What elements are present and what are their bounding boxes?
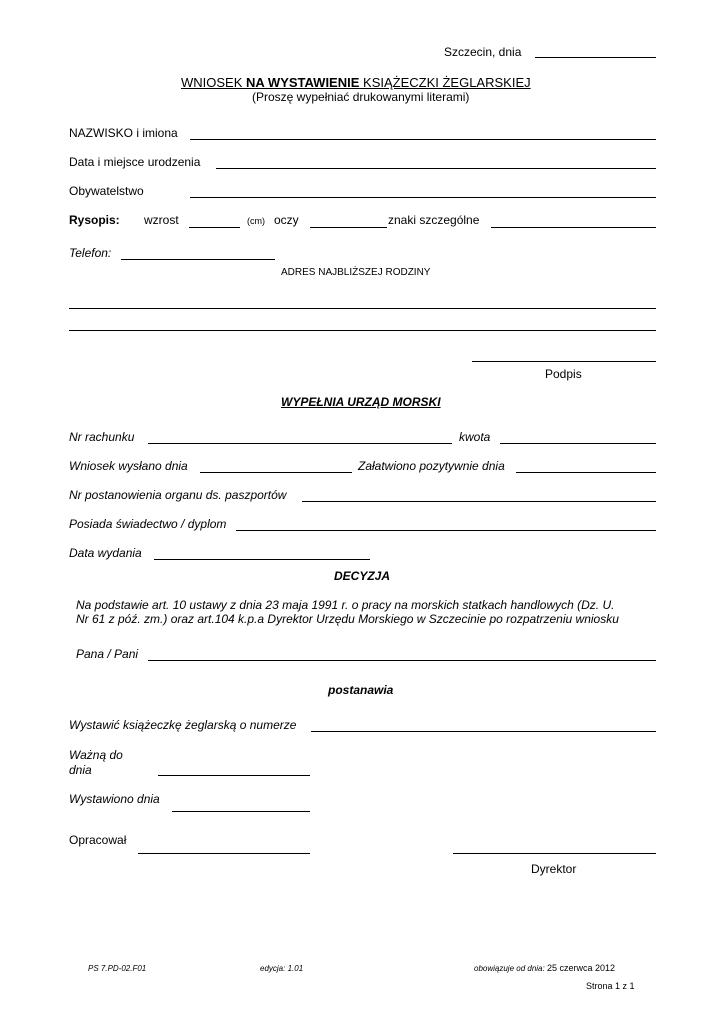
- valid-label-line-2: dnia: [69, 763, 92, 777]
- issued-date-line[interactable]: [172, 811, 310, 812]
- name-label: NAZWISKO i imiona: [69, 126, 178, 140]
- approved-date-line[interactable]: [516, 472, 656, 473]
- birth-field-line[interactable]: [216, 168, 656, 169]
- prepared-signature-line[interactable]: [138, 853, 310, 854]
- prepared-label: Opracował: [69, 833, 127, 847]
- person-field-line[interactable]: [148, 660, 656, 661]
- page-number: Strona 1 z 1: [586, 981, 635, 991]
- form-code: PS 7.PD-02.F01: [88, 964, 147, 973]
- phone-field-line[interactable]: [121, 259, 275, 260]
- height-field-line[interactable]: [189, 227, 240, 228]
- title-bold: NA WYSTAWIENIE: [246, 75, 360, 90]
- decides-label: postanawia: [328, 683, 394, 697]
- eyes-label: oczy: [274, 213, 299, 227]
- decision-text-line-2: Nr 61 z póź. zm.) oraz art.104 k.p.a Dyrektor Urzędu Morskiego w Szczecinie po rozpatrzeniu wniosku: [76, 612, 619, 626]
- phone-label: Telefon:: [69, 246, 112, 260]
- height-unit: (cm): [247, 216, 265, 226]
- account-field-line[interactable]: [148, 443, 452, 444]
- signature-label: Podpis: [545, 367, 582, 381]
- valid-from-label: obowiązuje od dnia:: [474, 964, 545, 973]
- sent-label: Wniosek wysłano dnia: [69, 459, 188, 473]
- decision-title: DECYZJA: [334, 569, 391, 583]
- eyes-field-line[interactable]: [310, 227, 387, 228]
- approved-label: Załatwiono pozytywnie dnia: [358, 459, 505, 473]
- office-section-title: WYPEŁNIA URZĄD MORSKI: [281, 395, 441, 409]
- director-label: Dyrektor: [531, 862, 577, 876]
- valid-from-date: 25 czerwca 2012: [546, 963, 615, 973]
- issue-book-label: Wystawić książeczkę żeglarską o numerze: [69, 718, 297, 732]
- family-address-line-1[interactable]: [69, 308, 656, 309]
- description-label: Rysopis:: [69, 213, 120, 227]
- amount-label: kwota: [459, 430, 491, 444]
- family-address-line-2[interactable]: [69, 330, 656, 331]
- document-title: [181, 75, 531, 90]
- title-post: KSIĄŻECZKI ŻEGLARSKIEJ: [359, 75, 531, 90]
- marks-field-line[interactable]: [491, 227, 656, 228]
- certificate-label: Posiada świadectwo / dyplom: [69, 517, 227, 531]
- valid-date-line[interactable]: [158, 775, 310, 776]
- valid-label-line-1: Ważną do: [69, 748, 123, 762]
- decision-text-line-1: Na podstawie art. 10 ustawy z dnia 23 maja 1991 r. o pracy na morskich statkach handlowych (Dz. U.: [76, 598, 615, 612]
- director-signature-line[interactable]: [453, 853, 656, 854]
- document-subtitle: (Proszę wypełniać drukowanymi literami): [252, 90, 470, 104]
- issued-label: Wystawiono dnia: [69, 792, 160, 806]
- book-number-line[interactable]: [311, 731, 656, 732]
- date-field-line[interactable]: [535, 57, 656, 58]
- account-label: Nr rachunku: [69, 430, 135, 444]
- birth-label: Data i miejsce urodzenia: [69, 155, 201, 169]
- form-edition: edycja: 1.01: [260, 964, 304, 973]
- city-date-label: Szczecin, dnia: [444, 45, 522, 59]
- citizenship-field-line[interactable]: [190, 197, 656, 198]
- issue-date-line[interactable]: [154, 559, 370, 560]
- passport-field-line[interactable]: [302, 501, 656, 502]
- signature-line[interactable]: [472, 361, 656, 362]
- valid-from: [474, 963, 615, 974]
- height-label: wzrost: [144, 213, 179, 227]
- name-field-line[interactable]: [190, 139, 656, 140]
- amount-field-line[interactable]: [500, 443, 656, 444]
- title-pre: WNIOSEK: [181, 75, 247, 90]
- person-label: Pana / Pani: [76, 647, 139, 661]
- issue-date-label: Data wydania: [69, 546, 142, 560]
- passport-label: Nr postanowienia organu ds. paszportów: [69, 488, 287, 502]
- citizenship-label: Obywatelstwo: [69, 184, 144, 198]
- sent-date-line[interactable]: [200, 472, 352, 473]
- certificate-field-line[interactable]: [236, 530, 656, 531]
- family-address-label: ADRES NAJBLIŻSZEJ RODZINY: [281, 267, 431, 278]
- marks-label: znaki szczególne: [388, 213, 480, 227]
